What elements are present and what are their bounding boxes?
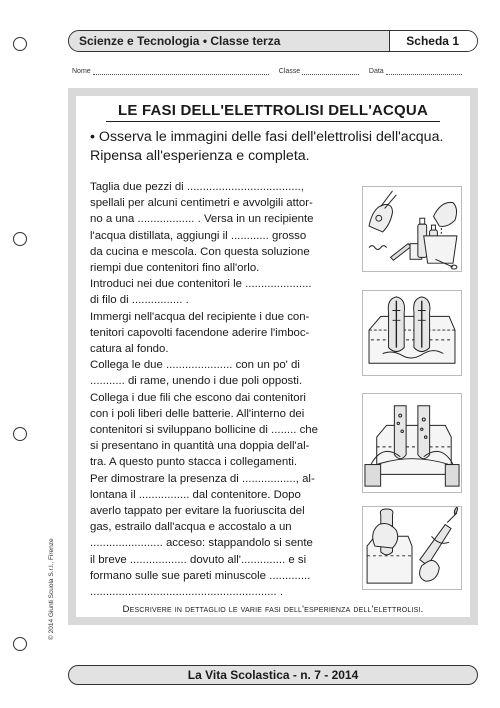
text-line: formano sulle sue pareti minuscole ............. [90,569,311,582]
magazine-footer: La Vita Scolastica - n. 7 - 2014 [68,665,478,685]
text-line: contenitori si sviluppano bollicine di ........ che [90,424,318,437]
illustration-preparation [362,186,462,272]
text-line: lontana il ................ dal contenitore. Dopo [90,488,301,501]
instruction-text: • Osserva le immagini delle fasi dell'elettrolisi dell'acqua. Ripensa all'esperienza e completa. [90,129,444,164]
text-line: no a una .................. . Versa in un recipiente [90,213,314,226]
illustration-electrolysis [362,393,462,493]
binder-hole-3 [13,427,27,441]
text-line: spellali per alcuni centimetri e avvolgili attor- [90,197,313,210]
text-line: l'acqua distillata, aggiungi il ............ grosso [90,229,307,242]
text-line: Immergi nell'acqua del recipiente i due con- [90,310,310,323]
text-line: Collega i due fili che escono dai contenitori [90,391,306,404]
name-label: Nome [72,68,91,75]
text-line: tenitori capovolti facendone aderire l'imboc- [90,326,310,339]
electrolysis-drawing-icon [363,394,461,492]
content-panel-inner [76,96,470,617]
text-line: ........................................................... . [90,586,284,599]
illustration-gas-test [362,506,462,590]
text-line: Collega le due ..................... con un po' di [90,359,300,372]
text-line: ....................... acceso: stappandolo si sente [90,537,313,550]
cloze-text [90,179,356,600]
text-line: il breve .................. dovuto all'.............. e si [90,553,307,566]
text-line: catura al fondo. [90,343,169,356]
class-line[interactable] [302,68,359,75]
illustration-immersion [362,290,462,376]
immersion-drawing-icon [363,291,461,375]
binder-hole-2 [13,232,27,246]
text-line: si presentano in quantità una doppia dell'al- [90,440,310,453]
preparation-drawing-icon [363,187,461,271]
copyright-note: © 2014 Giunti Scuola S.r.l., Firenze [48,538,55,640]
content-panel [68,88,478,625]
page-title: LE FASI DELL'ELETTROLISI DELL'ACQUA [118,102,428,119]
text-line: Per dimostrare la presenza di ................., al- [90,472,315,485]
text-line: di filo di ................ . [90,294,189,307]
binder-hole-1 [13,37,27,51]
text-line: gas, estrailo dall'acqua e accostalo a un [90,521,292,534]
date-label: Data [368,68,384,75]
worksheet-header [68,30,478,52]
task-description: Descrivere in dettaglio le varie fasi dell'esperienza dell'elettrolisi. [122,604,424,615]
text-line: con i poli liberi delle batterie. All'interno dei [90,407,305,420]
text-line: tra. A questo punto stacca i collegamenti. [90,456,298,469]
date-line[interactable] [386,68,462,75]
text-line: ........... di rame, unendo i due poli opposti. [90,375,303,388]
text-line: riempi due contenitori fino all'orlo. [90,262,260,275]
gas-test-drawing-icon [363,507,461,589]
text-line: Taglia due pezzi di ...................................., [90,181,304,193]
class-label: Classe [278,68,301,75]
subject-title: Scienze e Tecnologia • Classe terza [79,34,281,48]
binder-hole-4 [13,637,27,651]
text-line: averlo tappato per evitare la fuoriuscita del [90,505,305,518]
student-info-row [72,68,472,75]
text-line: Introduci nei due contenitori le ..................... [90,278,312,291]
sheet-badge: Scheda 1 [389,31,477,51]
title-underline [106,121,440,122]
name-line[interactable] [93,68,269,75]
text-line: da cucina e mescola. Con questa soluzione [90,245,310,258]
